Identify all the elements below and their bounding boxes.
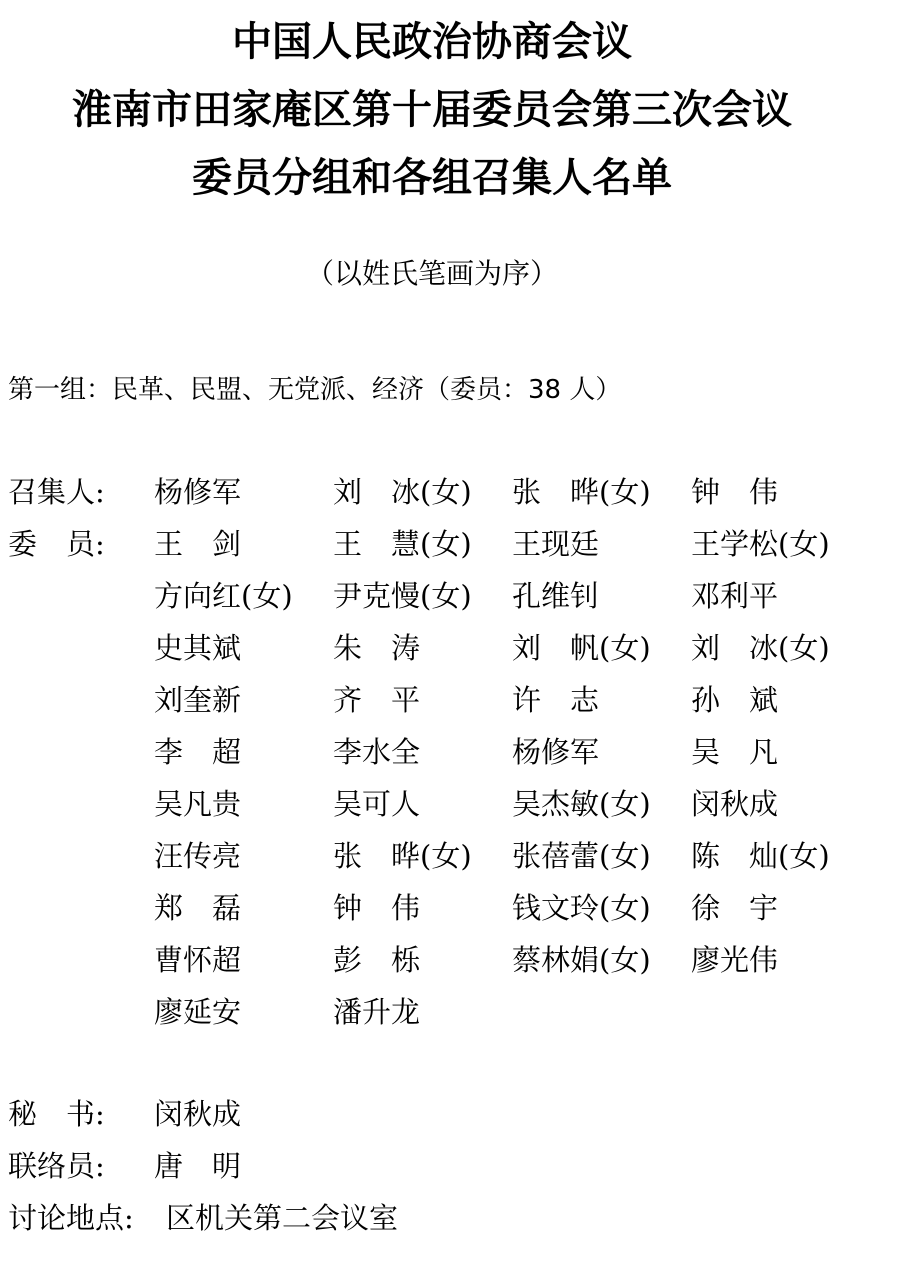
convener-row xyxy=(8,470,898,522)
member-name: 吴杰敏(女) xyxy=(512,787,651,821)
member-name: 许 志 xyxy=(512,683,600,717)
convener-name: 刘 冰(女) xyxy=(333,475,472,509)
member-row xyxy=(8,626,898,678)
secretary-row xyxy=(8,1092,898,1144)
member-name: 陈 灿(女) xyxy=(691,839,830,873)
member-row xyxy=(8,990,898,1042)
member-row xyxy=(8,522,898,574)
group-heading: 第一组：民革、民盟、无党派、经济（委员：38 人） xyxy=(8,375,622,405)
convener-name: 杨修军 xyxy=(154,475,242,509)
member-row xyxy=(8,730,898,782)
member-roster xyxy=(8,470,898,1042)
member-name: 廖延安 xyxy=(154,995,242,1029)
group-details xyxy=(8,1092,898,1248)
sort-order-note: （以姓氏笔画为序） xyxy=(305,257,558,290)
member-name: 吴凡贵 xyxy=(154,787,242,821)
member-name: 徐 宇 xyxy=(691,891,779,925)
member-name: 张蓓蕾(女) xyxy=(512,839,651,873)
member-name: 尹克慢(女) xyxy=(333,579,472,613)
member-name: 王现廷 xyxy=(512,527,600,561)
member-name: 彭 栎 xyxy=(333,943,421,977)
member-name: 刘 冰(女) xyxy=(691,631,830,665)
member-row xyxy=(8,574,898,626)
liaison-row xyxy=(8,1144,898,1196)
member-row xyxy=(8,678,898,730)
location-label: 讨论地点: xyxy=(8,1201,134,1235)
title-line-1: 中国人民政治协商会议 xyxy=(232,19,632,65)
member-name: 潘升龙 xyxy=(333,995,421,1029)
member-name: 吴 凡 xyxy=(691,735,779,769)
title-line-2: 淮南市田家庵区第十届委员会第三次会议 xyxy=(72,87,792,133)
member-name: 史其斌 xyxy=(154,631,242,665)
document-title xyxy=(0,8,864,212)
secretary-label: 秘 书: xyxy=(8,1097,105,1131)
member-name: 孙 斌 xyxy=(691,683,779,717)
member-name: 钱文玲(女) xyxy=(512,891,651,925)
member-name: 蔡林娟(女) xyxy=(512,943,651,977)
member-name: 杨修军 xyxy=(512,735,600,769)
convener-label: 召集人: xyxy=(8,475,105,509)
member-name: 闵秋成 xyxy=(691,787,779,821)
convener-name: 钟 伟 xyxy=(691,475,779,509)
member-name: 王学松(女) xyxy=(691,527,830,561)
member-name: 郑 磊 xyxy=(154,891,242,925)
member-row xyxy=(8,834,898,886)
secretary-name: 闵秋成 xyxy=(154,1097,242,1131)
member-row xyxy=(8,782,898,834)
member-name: 朱 涛 xyxy=(333,631,421,665)
member-name: 廖光伟 xyxy=(691,943,779,977)
member-name: 刘 帆(女) xyxy=(512,631,651,665)
member-name: 钟 伟 xyxy=(333,891,421,925)
member-name: 刘奎新 xyxy=(154,683,242,717)
member-name: 王 慧(女) xyxy=(333,527,472,561)
member-name: 王 剑 xyxy=(154,527,242,561)
liaison-label: 联络员: xyxy=(8,1149,105,1183)
member-name: 邓利平 xyxy=(691,579,779,613)
member-name: 方向红(女) xyxy=(154,579,293,613)
member-name: 张 晔(女) xyxy=(333,839,472,873)
convener-name: 张 晔(女) xyxy=(512,475,651,509)
member-name: 曹怀超 xyxy=(154,943,242,977)
member-label: 委 员: xyxy=(8,527,105,561)
location-row xyxy=(8,1196,898,1248)
member-name: 齐 平 xyxy=(333,683,421,717)
member-name: 吴可人 xyxy=(333,787,421,821)
liaison-name: 唐 明 xyxy=(154,1149,242,1183)
member-name: 李 超 xyxy=(154,735,242,769)
member-name: 李水全 xyxy=(333,735,421,769)
title-line-3: 委员分组和各组召集人名单 xyxy=(192,155,672,201)
member-name: 孔维钊 xyxy=(512,579,600,613)
member-row xyxy=(8,938,898,990)
member-row xyxy=(8,886,898,938)
location-value: 区机关第二会议室 xyxy=(166,1201,399,1235)
member-name: 汪传亮 xyxy=(154,839,242,873)
